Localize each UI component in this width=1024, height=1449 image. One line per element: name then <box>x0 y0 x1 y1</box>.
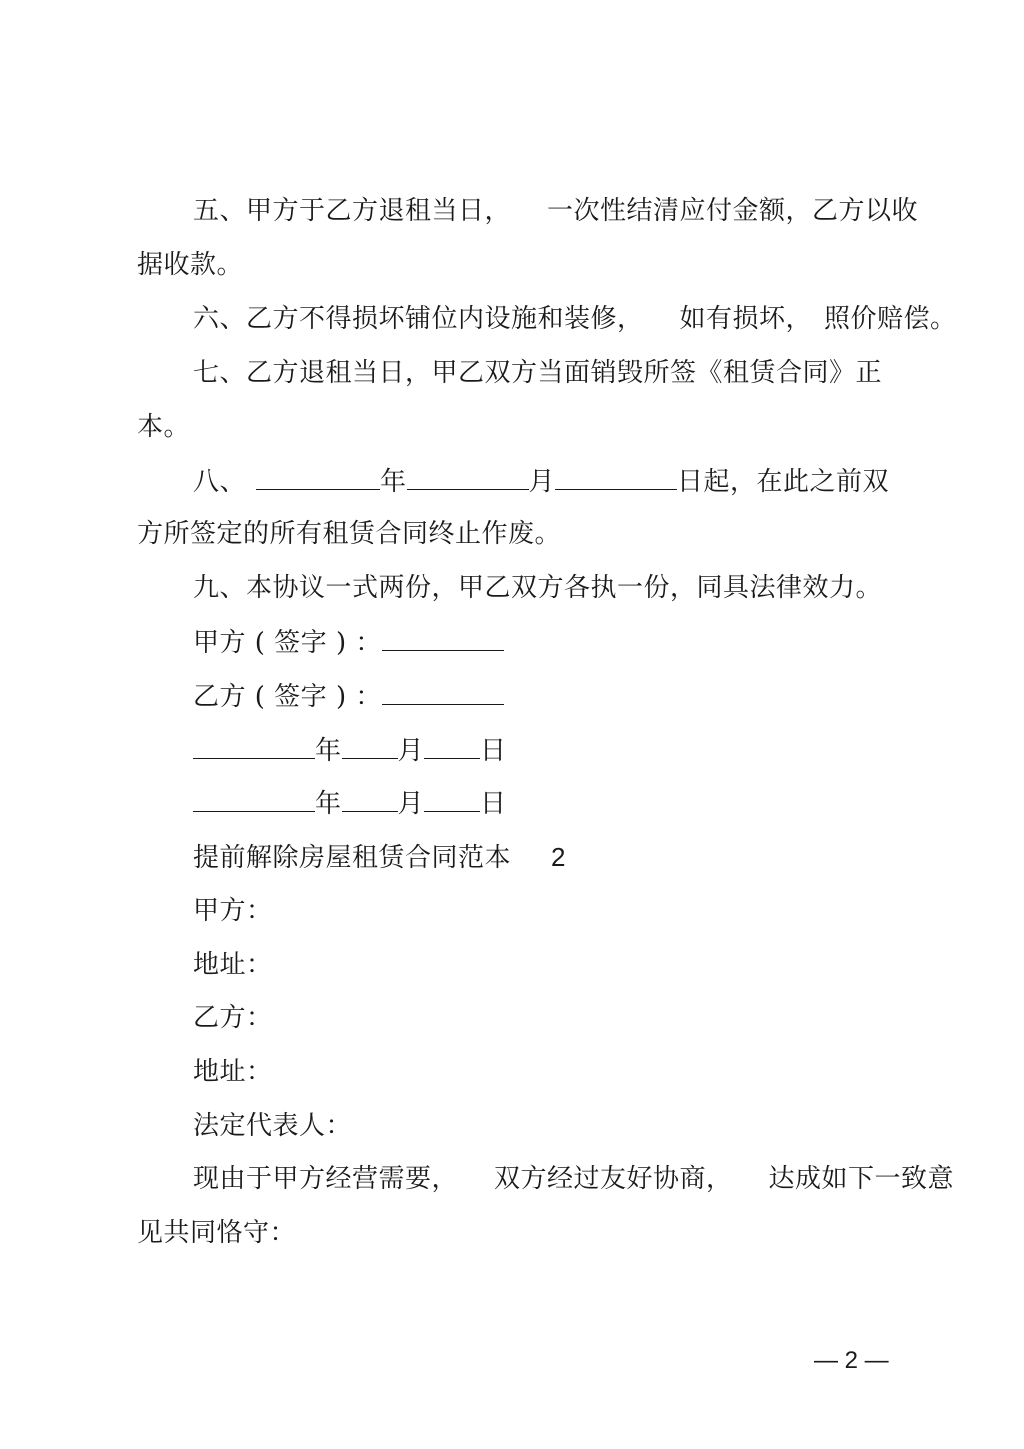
date-2-month-label: 月 <box>397 789 425 819</box>
template-2-intro-part-b: 双方经过友好协商， <box>494 1164 733 1194</box>
date-1-year-blank <box>193 732 315 759</box>
date-1-day-blank <box>424 732 480 759</box>
template-2-address-b: 地址： <box>193 1057 273 1087</box>
clause-5-line-2: 据收款。 <box>137 250 244 280</box>
clause-8-year-label: 年 <box>380 467 407 497</box>
template-2-number: 2 <box>551 842 566 872</box>
party-a-signature-label: 甲方 ( 签字 ) ： <box>193 628 382 658</box>
clause-6-part-b: 如有损坏， <box>679 304 813 334</box>
clause-6-part-a: 六、乙方不得损坏铺位内设施和装修， <box>193 304 644 334</box>
date-2-day-blank <box>424 785 480 812</box>
template-2-party-a: 甲方： <box>193 896 273 926</box>
template-2-legal-representative: 法定代表人： <box>193 1111 353 1141</box>
date-line-1 <box>193 732 507 768</box>
clause-8-line-1 <box>193 463 889 499</box>
date-1-month-label: 月 <box>397 736 425 766</box>
party-b-signature-label: 乙方 ( 签字 ) ： <box>193 682 382 712</box>
template-2-party-b: 乙方： <box>193 1003 273 1033</box>
template-2-intro-line-2: 见共同恪守： <box>137 1218 297 1248</box>
template-2-intro-part-c: 达成如下一致意 <box>768 1164 955 1194</box>
date-2-day-label: 日 <box>480 789 507 819</box>
clause-5-part-a: 五、甲方于乙方退租当日， <box>193 196 512 226</box>
party-a-signature-blank <box>382 624 504 651</box>
date-1-month-blank <box>342 732 398 759</box>
clause-5-part-b: 一次性结清应付金额，乙方以收 <box>547 196 919 226</box>
date-2-month-blank <box>342 785 398 812</box>
clause-8-month-blank <box>407 463 529 490</box>
clause-7-line-2: 本。 <box>137 412 191 442</box>
template-2-address-a: 地址： <box>193 950 273 980</box>
template-2-intro-line-1 <box>193 1162 954 1196</box>
clause-7-line-1: 七、乙方退租当日，甲乙双方当面销毁所签《租赁合同》正 <box>193 358 883 388</box>
clause-6-part-c: 照价赔偿。 <box>824 304 957 334</box>
template-2-title: 提前解除房屋租赁合同范本 <box>193 843 512 873</box>
clause-5-line-1 <box>193 194 918 228</box>
date-line-2 <box>193 785 507 821</box>
clause-8-day-blank <box>555 463 677 490</box>
party-b-signature-line <box>193 678 504 714</box>
clause-8-prefix: 八、 <box>193 467 247 497</box>
clause-8-year-blank <box>256 463 380 490</box>
date-1-day-label: 日 <box>480 736 507 766</box>
date-2-year-label: 年 <box>315 789 342 819</box>
template-2-heading <box>193 840 566 875</box>
party-a-signature-line <box>193 624 504 660</box>
clause-6 <box>193 302 957 336</box>
date-2-year-blank <box>193 785 315 812</box>
clause-8-day-rest: 日起，在此之前双 <box>677 467 890 497</box>
template-2-intro-part-a: 现由于甲方经营需要， <box>193 1164 459 1194</box>
clause-8-line-2: 方所签定的所有租赁合同终止作废。 <box>137 519 562 549</box>
clause-8-month-label: 月 <box>528 467 556 497</box>
page-number: — 2 — <box>814 1347 889 1374</box>
clause-9: 九、本协议一式两份，甲乙双方各执一份，同具法律效力。 <box>193 573 883 603</box>
party-b-signature-blank <box>382 678 504 705</box>
date-1-year-label: 年 <box>315 736 342 766</box>
